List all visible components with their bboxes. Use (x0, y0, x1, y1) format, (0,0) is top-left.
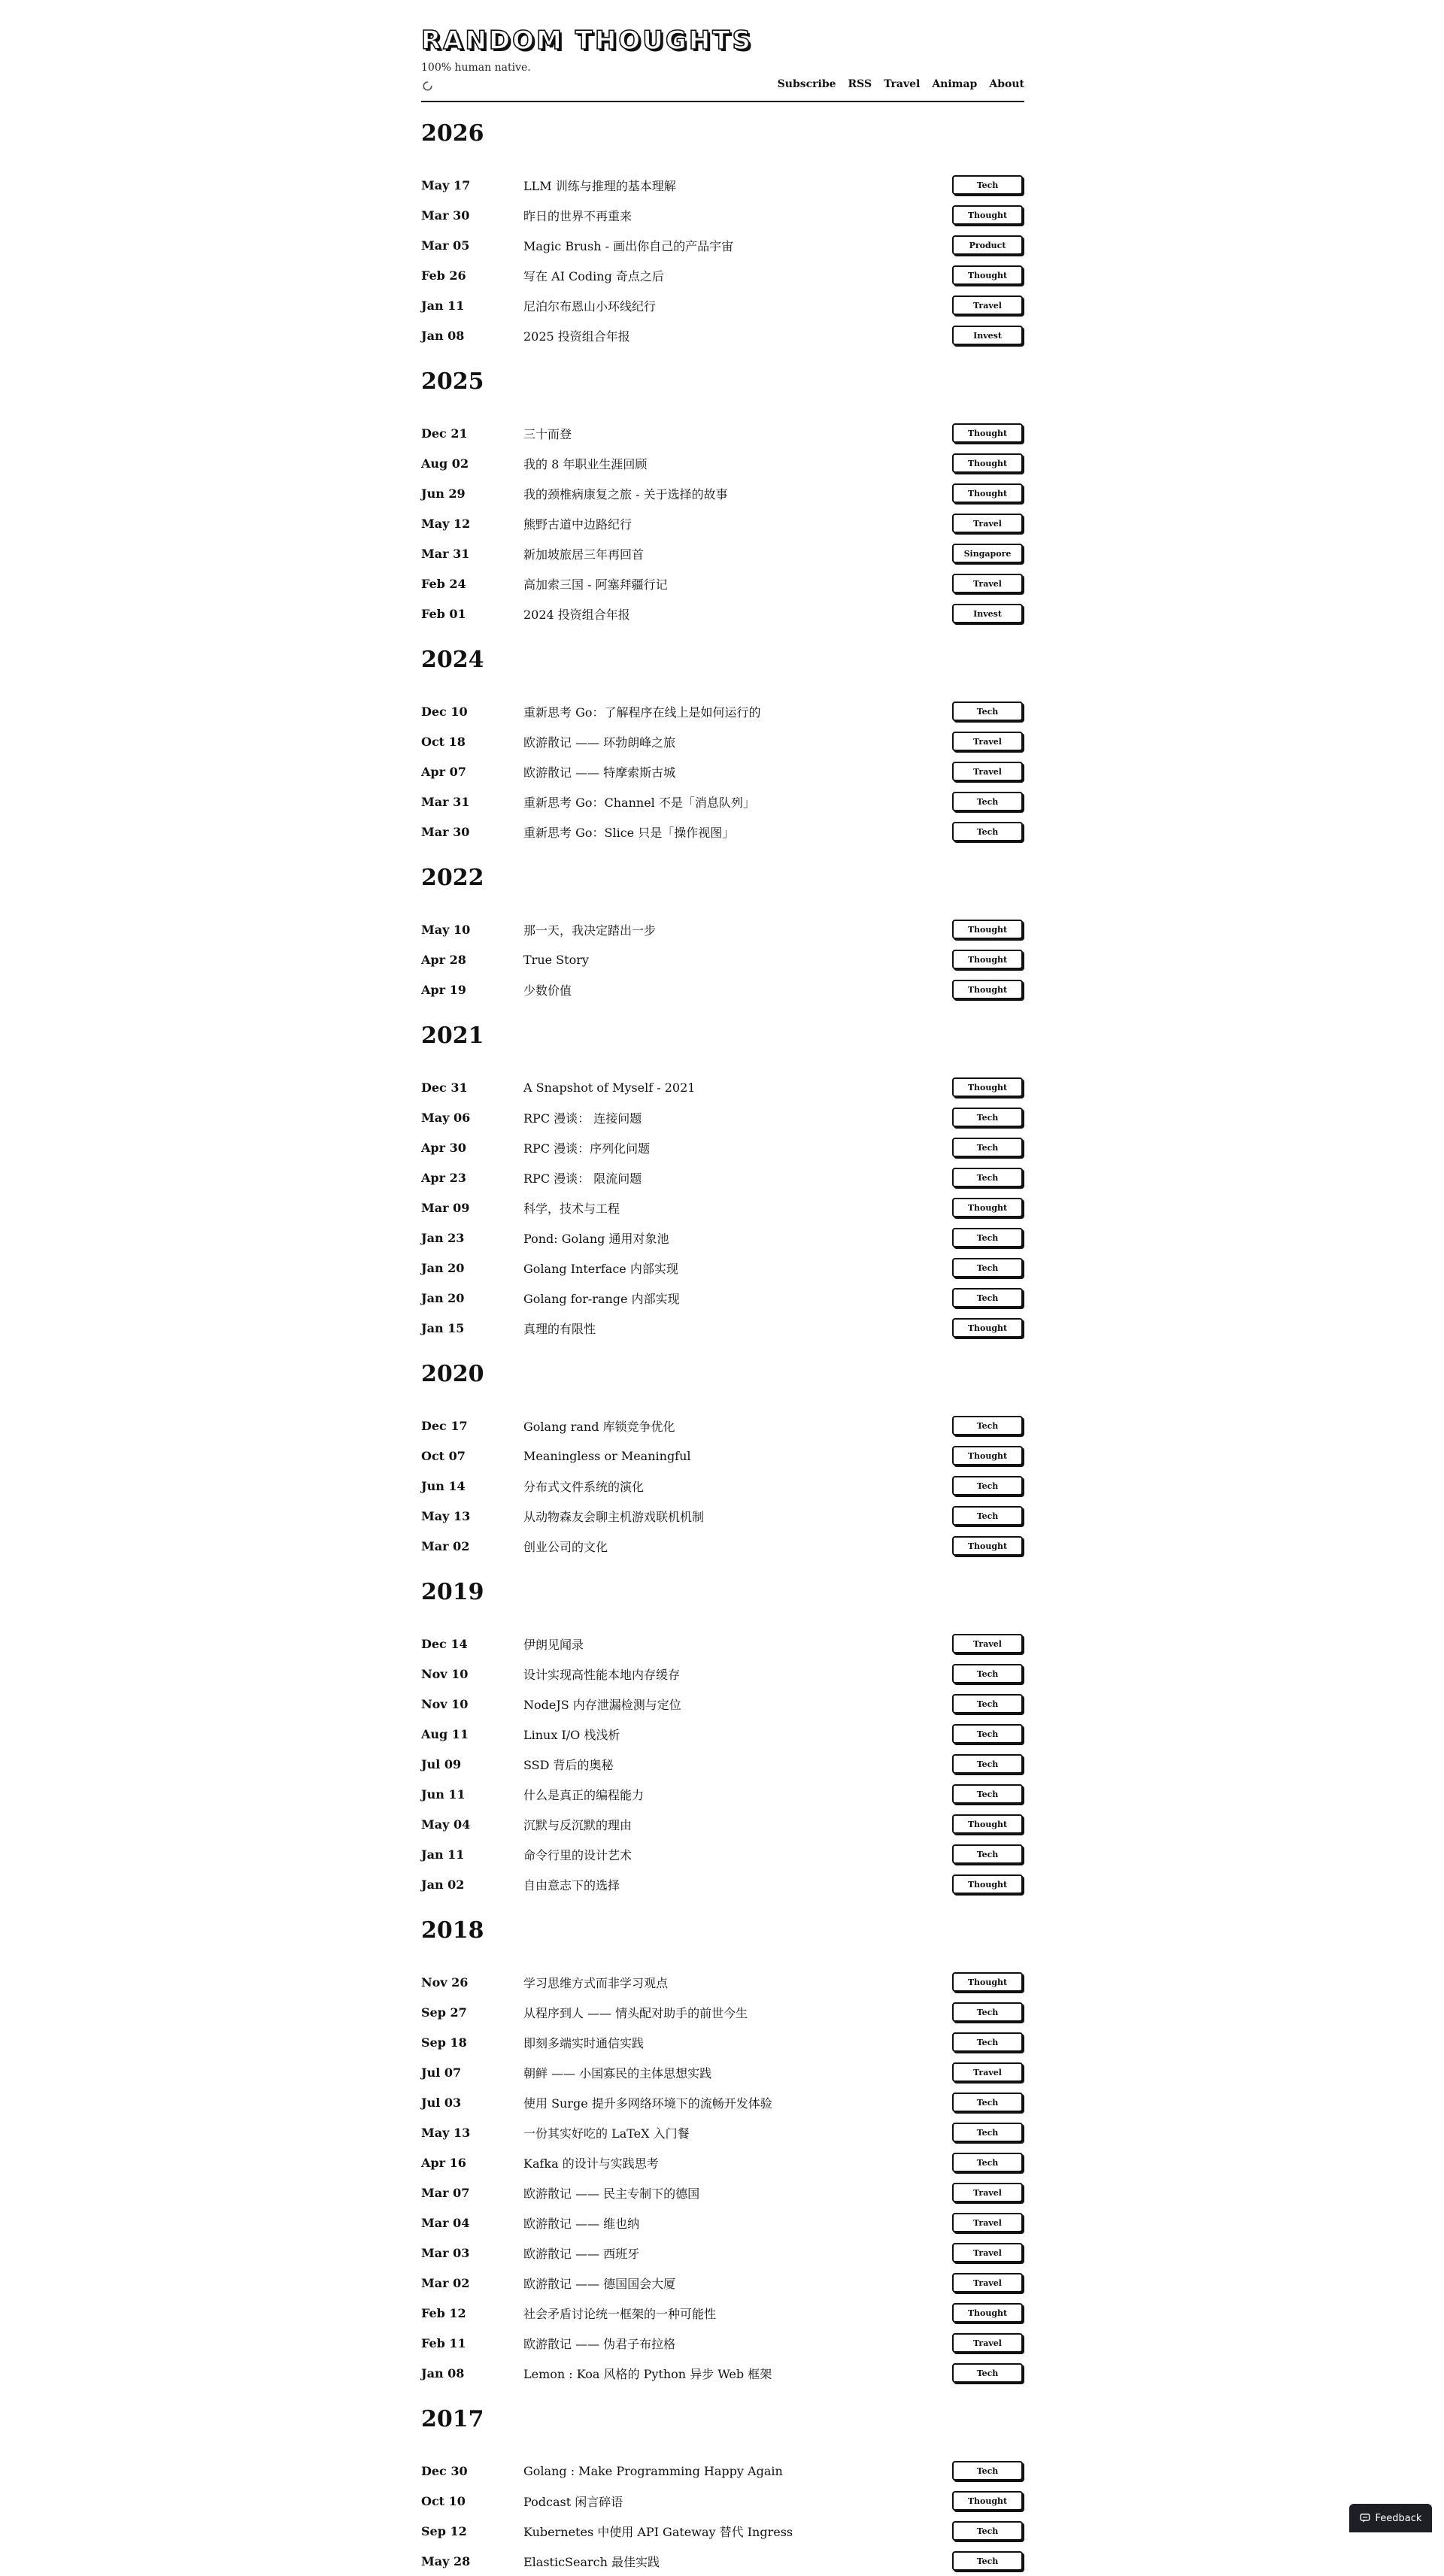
post-tag-badge[interactable]: Thought (952, 2303, 1023, 2323)
post-title-link[interactable]: 社会矛盾讨论统一框架的一种可能性 (523, 2306, 717, 2321)
post-row (421, 599, 1024, 629)
post-row (421, 1719, 1024, 1749)
post-title-link[interactable]: Lemon : Koa 风格的 Python 异步 Web 框架 (523, 2366, 772, 2381)
post-tag-badge[interactable]: Tech (952, 2521, 1023, 2541)
post-row (421, 2328, 1024, 2358)
post-list (421, 907, 1024, 1005)
top-nav (778, 78, 1024, 90)
post-tag-badge[interactable]: Tech (952, 1288, 1023, 1308)
post-row (421, 2057, 1024, 2087)
post-date: May 10 (421, 922, 471, 937)
post-list (421, 1065, 1024, 1343)
post-title-link[interactable]: Golang : Make Programming Happy Again (523, 2463, 783, 2478)
nav-about-link[interactable]: About (989, 78, 1024, 90)
post-title-link[interactable]: 使用 Surge 提升多网络环境下的流畅开发体验 (523, 2096, 772, 2111)
post-title-link[interactable]: 朝鲜 —— 小国寡民的主体思想实践 (523, 2065, 712, 2080)
post-date: Dec 30 (421, 2463, 468, 2478)
post-date: Mar 03 (421, 2245, 470, 2260)
post-date: Mar 05 (421, 238, 470, 253)
post-title-link[interactable]: ElasticSearch 最佳实践 (523, 2554, 660, 2569)
post-date: Apr 16 (421, 2155, 466, 2170)
post-title-link[interactable]: 科学，技术与工程 (523, 1201, 620, 1216)
post-date: May 12 (421, 516, 471, 531)
year-section (421, 1561, 1024, 1899)
post-title-link[interactable]: Golang rand 库锁竞争优化 (523, 1419, 675, 1434)
post-date: Nov 10 (421, 1666, 469, 1681)
post-title-link[interactable]: 欧游散记 —— 特摩索斯古城 (523, 765, 676, 780)
post-date: Jun 11 (421, 1787, 466, 1802)
post-row (421, 2238, 1024, 2268)
post-row (421, 1283, 1024, 1313)
post-row (421, 1629, 1024, 1659)
post-date: Dec 10 (421, 704, 468, 719)
post-list (421, 2448, 1024, 2576)
post-date: Jan 23 (421, 1230, 465, 1245)
post-date: Feb 01 (421, 606, 466, 621)
post-row (421, 2358, 1024, 2388)
post-date: Jan 11 (421, 298, 465, 313)
post-row (421, 2546, 1024, 2576)
post-date: Oct 18 (421, 734, 466, 749)
post-row (421, 726, 1024, 756)
post-date: Oct 10 (421, 2493, 466, 2508)
post-row (421, 448, 1024, 478)
post-tag-badge[interactable]: Thought (952, 980, 1023, 999)
post-date: May 06 (421, 1110, 471, 1125)
post-date: May 13 (421, 1508, 471, 1523)
post-tag-badge[interactable]: Tech (952, 1664, 1023, 1683)
post-date: Mar 02 (421, 1538, 470, 1553)
post-title-link[interactable]: 命令行里的设计艺术 (523, 1847, 633, 1862)
post-row (421, 1102, 1024, 1132)
post-title-link[interactable]: 真理的有限性 (523, 1321, 596, 1336)
post-date: Apr 07 (421, 764, 466, 779)
post-tag-badge[interactable]: Travel (952, 2273, 1023, 2293)
post-date: Jul 03 (421, 2095, 462, 2110)
post-list (421, 162, 1024, 350)
post-title-link[interactable]: 欧游散记 —— 环勃朗峰之旅 (523, 735, 676, 750)
post-date: May 28 (421, 2553, 471, 2568)
post-tag-badge[interactable]: Thought (952, 1536, 1023, 1556)
post-title-link[interactable]: 欧游散记 —— 伪君子布拉格 (523, 2336, 676, 2351)
post-tag-badge[interactable]: Tech (952, 1754, 1023, 1774)
post-row (421, 508, 1024, 538)
post-date: Jan 15 (421, 1320, 465, 1335)
post-list (421, 411, 1024, 629)
post-date: Jun 29 (421, 486, 466, 501)
post-title-link[interactable]: LLM 训练与推理的基本理解 (523, 178, 676, 193)
post-tag-badge[interactable]: Travel (952, 2333, 1023, 2353)
post-row (421, 200, 1024, 230)
post-date: Nov 10 (421, 1696, 469, 1711)
post-date: Jan 11 (421, 1847, 465, 1862)
post-row (421, 1471, 1024, 1501)
post-tag-badge[interactable]: Thought (952, 1446, 1023, 1465)
post-date: Mar 31 (421, 546, 470, 561)
post-row (421, 290, 1024, 320)
post-row (421, 1839, 1024, 1869)
post-date: Jan 08 (421, 328, 465, 343)
post-title-link[interactable]: 三十而登 (523, 426, 572, 441)
post-title-link[interactable]: 即刻多端实时通信实践 (523, 2035, 645, 2050)
post-row (421, 914, 1024, 944)
post-title-link[interactable]: 从动物森友会聊主机游戏联机机制 (523, 1509, 705, 1524)
post-date: May 17 (421, 177, 471, 192)
post-date: Dec 17 (421, 1418, 468, 1433)
post-tag-badge[interactable]: Tech (952, 2123, 1023, 2142)
loading-spinner-icon (423, 81, 432, 91)
post-tag-badge[interactable]: Thought (952, 920, 1023, 939)
post-row (421, 2147, 1024, 2177)
post-title-link[interactable]: 设计实现高性能本地内存缓存 (523, 1667, 681, 1682)
post-tag-badge[interactable]: Tech (952, 1138, 1023, 1157)
year-section (421, 350, 1024, 629)
year-heading: 2026 (421, 120, 484, 147)
post-tag-badge[interactable]: Tech (952, 2093, 1023, 2112)
year-heading: 2024 (421, 647, 484, 673)
post-date: Dec 21 (421, 426, 468, 441)
post-date: Dec 14 (421, 1636, 468, 1651)
post-title-link[interactable]: 尼泊尔布恩山小环线纪行 (523, 299, 657, 314)
post-tag-badge[interactable]: Travel (952, 514, 1023, 533)
year-heading: 2025 (421, 368, 484, 395)
post-row (421, 817, 1024, 847)
year-section (421, 1005, 1024, 1343)
post-tag-badge[interactable]: Thought (952, 453, 1023, 473)
post-row (421, 2177, 1024, 2208)
post-row (421, 538, 1024, 568)
post-tag-badge[interactable]: Tech (952, 1228, 1023, 1247)
post-title-link[interactable]: Linux I/O 栈浅析 (523, 1727, 620, 1742)
post-row (421, 1132, 1024, 1162)
post-list (421, 1621, 1024, 1899)
post-row (421, 1997, 1024, 2027)
page-container (421, 23, 1024, 2576)
post-row (421, 260, 1024, 290)
post-tag-badge[interactable]: Travel (952, 295, 1023, 315)
post-row (421, 2087, 1024, 2117)
post-tag-badge[interactable]: Thought (952, 265, 1023, 285)
post-date: Mar 30 (421, 824, 470, 839)
year-heading: 2018 (421, 1917, 484, 1944)
post-title-link[interactable]: RPC 漫谈： 限流问题 (523, 1171, 642, 1186)
post-tag-badge[interactable]: Tech (952, 2363, 1023, 2383)
site-header (421, 23, 1024, 102)
post-title-link[interactable]: 新加坡旅居三年再回首 (523, 547, 645, 562)
post-title-link[interactable]: 昨日的世界不再重来 (523, 208, 633, 223)
post-title-link[interactable]: 学习思维方式而非学习观点 (523, 1975, 669, 1990)
post-date: Feb 12 (421, 2305, 466, 2320)
post-row (421, 1411, 1024, 1441)
post-row (421, 1501, 1024, 1531)
chat-feedback-icon (1360, 2513, 1370, 2523)
nav-rss-link[interactable]: RSS (848, 78, 872, 90)
site-title[interactable]: RANDOM THOUGHTS (421, 26, 753, 56)
post-date: Jun 14 (421, 1478, 466, 1493)
post-tag-badge[interactable]: Tech (952, 822, 1023, 841)
post-date: Jan 20 (421, 1290, 465, 1305)
post-title-link[interactable]: 写在 AI Coding 奇点之后 (523, 268, 664, 283)
post-tag-badge[interactable]: Tech (952, 1506, 1023, 1526)
post-tag-badge[interactable]: Travel (952, 2183, 1023, 2202)
post-row (421, 320, 1024, 350)
post-row (421, 2268, 1024, 2298)
post-date: May 04 (421, 1817, 471, 1832)
year-heading: 2020 (421, 1361, 484, 1387)
post-date: Sep 27 (421, 2005, 467, 2020)
year-section (421, 1343, 1024, 1561)
post-title-link[interactable]: 自由意志下的选择 (523, 1877, 620, 1893)
post-tag-badge[interactable]: Tech (952, 2153, 1023, 2172)
post-row (421, 2027, 1024, 2057)
post-row (421, 230, 1024, 260)
post-row (421, 2117, 1024, 2147)
post-tag-badge[interactable]: Travel (952, 1634, 1023, 1653)
post-title-link[interactable]: 欧游散记 —— 西班牙 (523, 2246, 640, 2261)
post-title-link[interactable]: A Snapshot of Myself - 2021 (523, 1080, 696, 1095)
post-title-link[interactable]: Meaningless or Meaningful (523, 1448, 691, 1463)
post-title-link[interactable]: 重新思考 Go：Channel 不是「消息队列」 (523, 795, 755, 810)
post-tag-badge[interactable]: Tech (952, 2461, 1023, 2481)
post-row (421, 756, 1024, 786)
post-tag-badge[interactable]: Thought (952, 1077, 1023, 1097)
post-row (421, 974, 1024, 1005)
post-date: Mar 04 (421, 2215, 470, 2230)
post-date: Apr 28 (421, 952, 466, 967)
post-title-link[interactable]: 创业公司的文化 (523, 1539, 608, 1554)
post-tag-badge[interactable]: Invest (952, 604, 1023, 623)
post-tag-badge[interactable]: Travel (952, 762, 1023, 781)
post-title-link[interactable]: 我的 8 年职业生涯回顾 (523, 456, 648, 471)
post-tag-badge[interactable]: Thought (952, 1318, 1023, 1338)
post-tag-badge[interactable]: Thought (952, 1972, 1023, 1992)
post-tag-badge[interactable]: Tech (952, 2551, 1023, 2571)
year-section (421, 102, 1024, 350)
post-row (421, 696, 1024, 726)
post-row (421, 170, 1024, 200)
post-row (421, 1162, 1024, 1193)
post-tag-badge[interactable]: Tech (952, 1108, 1023, 1127)
year-heading: 2019 (421, 1579, 484, 1605)
post-tag-badge[interactable]: Thought (952, 950, 1023, 969)
post-row (421, 1531, 1024, 1561)
post-title-link[interactable]: True Story (523, 952, 589, 967)
post-title-link[interactable]: 欧游散记 —— 维也纳 (523, 2216, 640, 2231)
post-row (421, 2456, 1024, 2486)
post-date: Aug 11 (421, 1726, 469, 1741)
post-tag-badge[interactable]: Tech (952, 1168, 1023, 1187)
post-tag-badge[interactable]: Tech (952, 1784, 1023, 1804)
post-row (421, 568, 1024, 599)
post-tag-badge[interactable]: Tech (952, 2002, 1023, 2022)
post-row (421, 1441, 1024, 1471)
post-date: Feb 26 (421, 268, 466, 283)
post-date: Dec 31 (421, 1080, 468, 1095)
post-title-link[interactable]: SSD 背后的奥秘 (523, 1757, 614, 1772)
post-row (421, 1659, 1024, 1689)
post-date: Mar 31 (421, 794, 470, 809)
post-tag-badge[interactable]: Invest (952, 326, 1023, 345)
post-title-link[interactable]: Kafka 的设计与实践思考 (523, 2156, 659, 2171)
post-row (421, 2516, 1024, 2546)
post-title-link[interactable]: 那一天，我决定踏出一步 (523, 923, 657, 938)
year-section (421, 629, 1024, 847)
post-date: Jul 07 (421, 2065, 462, 2080)
post-title-link[interactable]: 少数价值 (523, 983, 572, 998)
post-tag-badge[interactable]: Thought (952, 1814, 1023, 1834)
nav-animap-link[interactable]: Animap (932, 78, 978, 90)
post-date: Jan 08 (421, 2365, 465, 2381)
post-title-link[interactable]: Magic Brush - 画出你自己的产品宇宙 (523, 238, 734, 253)
post-title-link[interactable]: 一份其实好吃的 LaTeX 入门餐 (523, 2126, 690, 2141)
post-row (421, 1313, 1024, 1343)
post-date: Jan 02 (421, 1877, 465, 1892)
post-tag-badge[interactable]: Tech (952, 792, 1023, 811)
post-title-link[interactable]: Podcast 闲言碎语 (523, 2494, 623, 2509)
post-title-link[interactable]: Pond: Golang 通用对象池 (523, 1231, 669, 1246)
post-title-link[interactable]: 重新思考 Go：Slice 只是「操作视图」 (523, 825, 735, 840)
post-title-link[interactable]: 从程序到人 —— 情头配对助手的前世今生 (523, 2005, 748, 2020)
post-tag-badge[interactable]: Tech (952, 1476, 1023, 1496)
post-date: Sep 12 (421, 2523, 467, 2538)
post-date: Feb 11 (421, 2335, 466, 2350)
post-row (421, 1809, 1024, 1839)
post-title-link[interactable]: 欧游散记 —— 民主专制下的德国 (523, 2186, 700, 2201)
year-section (421, 847, 1024, 1005)
post-tag-badge[interactable]: Thought (952, 483, 1023, 503)
post-tag-badge[interactable]: Tech (952, 1694, 1023, 1714)
year-heading: 2022 (421, 865, 484, 891)
post-date: Mar 09 (421, 1200, 470, 1215)
post-date: May 13 (421, 2125, 471, 2140)
post-tag-badge[interactable]: Travel (952, 732, 1023, 751)
post-row (421, 1193, 1024, 1223)
post-tag-badge[interactable]: Tech (952, 1416, 1023, 1435)
post-archive (421, 102, 1024, 2576)
post-title-link[interactable]: Golang Interface 内部实现 (523, 1261, 678, 1276)
post-title-link[interactable]: 2025 投资组合年报 (523, 329, 630, 344)
post-title-link[interactable]: 我的颈椎病康复之旅 - 关于选择的故事 (523, 486, 728, 502)
post-date: Apr 23 (421, 1170, 466, 1185)
post-title-link[interactable]: RPC 漫谈： 连接问题 (523, 1111, 642, 1126)
post-tag-badge[interactable]: Travel (952, 574, 1023, 593)
post-tag-badge[interactable]: Thought (952, 2491, 1023, 2511)
post-title-link[interactable]: Golang for-range 内部实现 (523, 1291, 680, 1306)
year-heading: 2021 (421, 1023, 484, 1049)
post-list (421, 689, 1024, 847)
site-subtitle: 100% human native. (421, 62, 531, 74)
nav-travel-link[interactable]: Travel (884, 78, 921, 90)
post-row (421, 2298, 1024, 2328)
post-tag-badge[interactable]: Tech (952, 702, 1023, 721)
post-date: Apr 19 (421, 982, 466, 997)
post-title-link[interactable]: 熊野古道中边路纪行 (523, 517, 633, 532)
post-tag-badge[interactable]: Thought (952, 1198, 1023, 1217)
post-tag-badge[interactable]: Thought (952, 205, 1023, 225)
post-row (421, 1253, 1024, 1283)
post-row (421, 1072, 1024, 1102)
post-title-link[interactable]: 分布式文件系统的演化 (523, 1479, 645, 1494)
post-row (421, 418, 1024, 448)
nav-bar (421, 75, 1024, 102)
post-tag-badge[interactable]: Singapore (952, 544, 1023, 563)
post-row (421, 1869, 1024, 1899)
post-tag-badge[interactable]: Tech (952, 175, 1023, 195)
post-row (421, 1967, 1024, 1997)
post-row (421, 944, 1024, 974)
post-title-link[interactable]: NodeJS 内存泄漏检测与定位 (523, 1697, 681, 1712)
post-date: Mar 07 (421, 2185, 470, 2200)
post-tag-badge[interactable]: Thought (952, 1874, 1023, 1894)
post-date: Jan 20 (421, 1260, 465, 1275)
post-row (421, 2208, 1024, 2238)
post-title-link[interactable]: Kubernetes 中使用 API Gateway 替代 Ingress (523, 2524, 793, 2539)
post-title-link[interactable]: 欧游散记 —— 德国国会大厦 (523, 2276, 676, 2291)
post-date: Jul 09 (421, 1756, 462, 1771)
post-title-link[interactable]: 2024 投资组合年报 (523, 607, 630, 622)
post-row (421, 1223, 1024, 1253)
year-section (421, 2388, 1024, 2576)
post-date: Apr 30 (421, 1140, 466, 1155)
post-title-link[interactable]: RPC 漫谈：序列化问题 (523, 1141, 651, 1156)
post-tag-badge[interactable]: Thought (952, 423, 1023, 443)
post-date: Nov 26 (421, 1974, 469, 1990)
year-section (421, 1899, 1024, 2388)
post-tag-badge[interactable]: Tech (952, 1258, 1023, 1277)
post-date: Feb 24 (421, 576, 466, 591)
post-row (421, 1689, 1024, 1719)
post-title-link[interactable]: 沉默与反沉默的理由 (523, 1817, 633, 1832)
year-heading: 2017 (421, 2406, 484, 2432)
post-list (421, 1959, 1024, 2388)
post-tag-badge[interactable]: Tech (952, 1844, 1023, 1864)
post-tag-badge[interactable]: Travel (952, 2213, 1023, 2232)
post-list (421, 1403, 1024, 1561)
post-date: Mar 30 (421, 208, 470, 223)
post-tag-badge[interactable]: Travel (952, 2243, 1023, 2262)
post-title-link[interactable]: 高加索三国 - 阿塞拜疆行记 (523, 577, 668, 592)
nav-subscribe-link[interactable]: Subscribe (777, 78, 836, 90)
post-row (421, 2486, 1024, 2516)
post-row (421, 1779, 1024, 1809)
post-row (421, 786, 1024, 817)
post-date: Oct 07 (421, 1448, 466, 1463)
post-date: Mar 02 (421, 2275, 470, 2290)
post-title-link[interactable]: 伊朗见闻录 (523, 1637, 584, 1652)
post-row (421, 478, 1024, 508)
post-tag-badge[interactable]: Tech (952, 1724, 1023, 1744)
post-tag-badge[interactable]: Product (952, 235, 1023, 255)
feedback-label: Feedback (1375, 2512, 1422, 2524)
post-title-link[interactable]: 什么是真正的编程能力 (523, 1787, 645, 1802)
post-title-link[interactable]: 重新思考 Go：了解程序在线上是如何运行的 (523, 705, 761, 720)
post-tag-badge[interactable]: Travel (952, 2062, 1023, 2082)
post-row (421, 1749, 1024, 1779)
feedback-button[interactable] (1349, 2504, 1432, 2532)
post-date: Sep 18 (421, 2035, 467, 2050)
post-tag-badge[interactable]: Tech (952, 2032, 1023, 2052)
post-date: Aug 02 (421, 456, 469, 471)
